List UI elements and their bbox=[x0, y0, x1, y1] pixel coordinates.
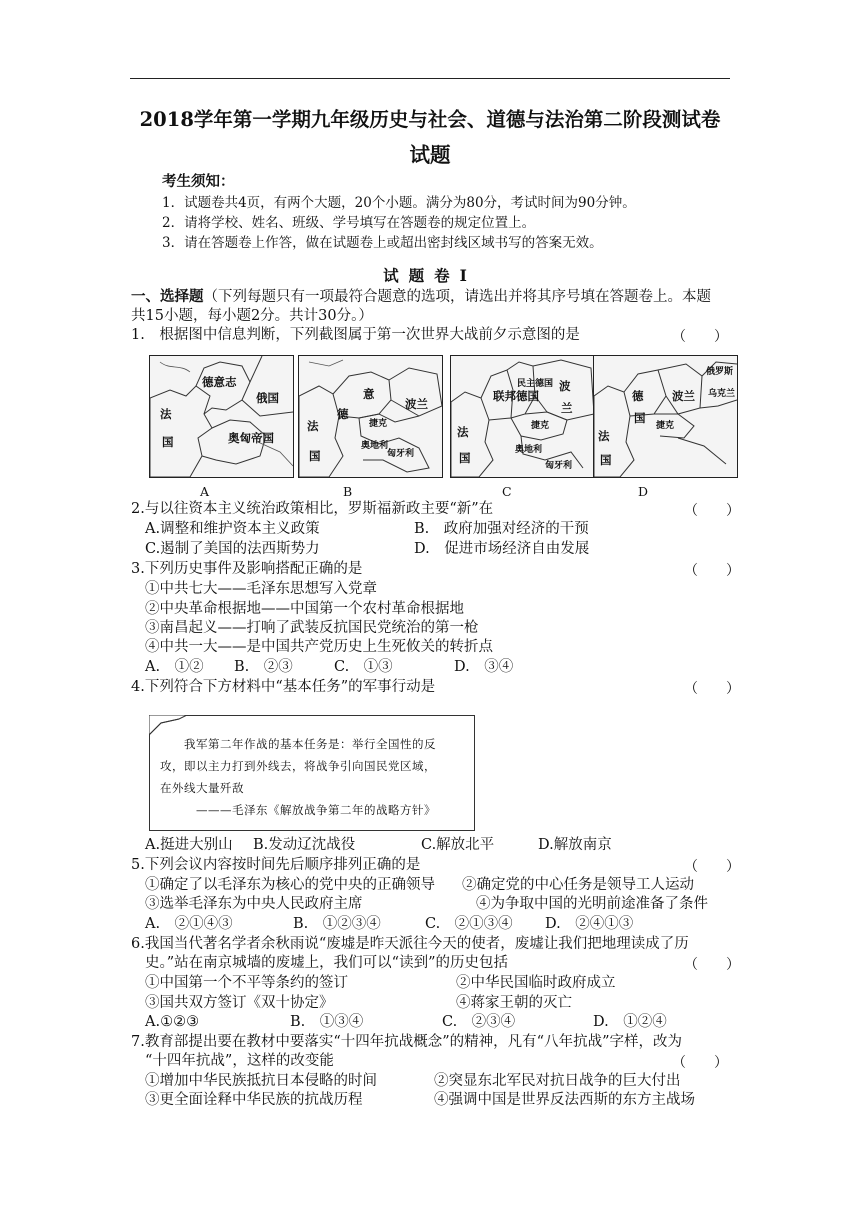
item: ④蒋家王朝的灭亡 bbox=[456, 995, 572, 1011]
option: C.遏制了美国的法西斯势力 bbox=[145, 541, 320, 557]
map-name: 奥匈帝国 bbox=[228, 431, 274, 445]
map-b bbox=[298, 355, 443, 478]
page-title: 2018学年第一学期九年级历史与社会、道德与法治第二阶段测试卷 bbox=[139, 108, 721, 131]
material-line: 攻，即以主力打到外线去，将战争引向国民党区域， bbox=[160, 759, 436, 773]
map-name: 奥地利 bbox=[361, 441, 389, 451]
map-label-a: A bbox=[200, 484, 210, 499]
option: B. 政府加强对经济的干预 bbox=[414, 521, 589, 537]
option: C. ①③ bbox=[334, 659, 393, 675]
question-7-stem: 7.教育部提出要在教材中要落实“十四年抗战概念”的精神，凡有“八年抗战”字样，改为 bbox=[131, 1034, 682, 1050]
map-name: 民主德国 bbox=[517, 379, 554, 389]
item: ②突显东北军民对抗日战争的巨大付出 bbox=[434, 1073, 681, 1089]
map-name: 俄国 bbox=[256, 391, 279, 405]
notice-heading: 考生须知： bbox=[162, 173, 235, 190]
answer-blank: （ ） bbox=[684, 563, 740, 579]
map-name: 国 bbox=[162, 435, 174, 449]
map-name: 奥地利 bbox=[515, 445, 543, 455]
map-name: 兰 bbox=[561, 401, 573, 415]
option: B. ②③ bbox=[234, 659, 293, 675]
question-1-stem: 1. 根据图中信息判断，下列截图属于第一次世界大战前夕示意图的是 bbox=[131, 327, 580, 343]
header-rule bbox=[130, 78, 730, 79]
answer-blank: （ ） bbox=[684, 681, 740, 697]
item: ③国共双方签订《双十协定》 bbox=[145, 995, 334, 1011]
question-6-stem-cont: 史。”站在南京城墙的废墟上，我们可以“读到”的历史包括 bbox=[145, 955, 508, 971]
map-name: 联邦德国 bbox=[493, 389, 539, 403]
map-name: 德 bbox=[632, 389, 644, 403]
item: ①确定了以毛泽东为核心的党中央的正确领导 bbox=[145, 877, 435, 893]
map-name: 波 bbox=[559, 379, 571, 393]
question-3-stem: 3.下列历史事件及影响搭配正确的是 bbox=[131, 561, 363, 577]
material-source: ———毛泽东《解放战争第二年的战略方针》 bbox=[196, 803, 436, 817]
map-name: 捷克 bbox=[531, 421, 550, 431]
map-name: 俄罗斯 bbox=[706, 367, 734, 377]
page-subtitle: 试题 bbox=[409, 143, 451, 167]
item: ④强调中国是世界反法西斯的东方主战场 bbox=[434, 1092, 695, 1108]
question-4-stem: 4.下列符合下方材料中“基本任务”的军事行动是 bbox=[131, 679, 436, 695]
section-instruction-cont: 共15小题，每小题2分。共计30分。） bbox=[131, 308, 373, 324]
item: ④为争取中国的光明前途准备了条件 bbox=[476, 896, 708, 912]
item: ③南昌起义——打响了武装反抗国民党统治的第一枪 bbox=[145, 620, 479, 636]
answer-blank: （ ） bbox=[684, 859, 740, 875]
map-a bbox=[149, 355, 294, 478]
answer-blank: （ ） bbox=[684, 503, 740, 519]
map-name: 国 bbox=[634, 411, 646, 425]
option: C. ②①③④ bbox=[425, 916, 513, 932]
question-2-stem: 2.与以往资本主义统治政策相比，罗斯福新政主要“新”在 bbox=[131, 501, 494, 517]
map-name: 法 bbox=[457, 425, 469, 439]
map-name: 意 bbox=[363, 387, 375, 401]
map-name: 匈牙利 bbox=[545, 461, 573, 471]
section-instruction bbox=[131, 287, 711, 307]
map-name: 法 bbox=[307, 419, 319, 433]
option: C. ②③④ bbox=[442, 1014, 516, 1030]
material-line: 我军第二年作战的基本任务是：举行全国性的反 bbox=[184, 737, 436, 751]
option: B. ①③④ bbox=[290, 1014, 364, 1030]
map-name: 匈牙利 bbox=[387, 449, 415, 459]
material-line: 在外线大量歼敌 bbox=[160, 781, 244, 795]
option: A.①②③ bbox=[145, 1014, 200, 1030]
map-name: 德 bbox=[337, 407, 349, 421]
map-label-d: D bbox=[638, 484, 649, 499]
question-5-stem: 5.下列会议内容按时间先后顺序排列正确的是 bbox=[131, 857, 421, 873]
option: C.解放北平 bbox=[421, 837, 495, 853]
map-name: 国 bbox=[459, 451, 471, 465]
map-label-b: B bbox=[343, 484, 353, 499]
map-name: 捷克 bbox=[656, 421, 675, 431]
notice-item: 1．试题卷共4页，有两个大题，20个小题。满分为80分，考试时间为90分钟。 bbox=[162, 195, 636, 211]
answer-blank: （ ） bbox=[684, 957, 740, 973]
item: ②中央革命根据地——中国第一个农村革命根据地 bbox=[145, 601, 464, 617]
item: ①增加中华民族抵抗日本侵略的时间 bbox=[145, 1073, 377, 1089]
map-c bbox=[450, 355, 595, 478]
option: D. 促进市场经济自由发展 bbox=[414, 541, 590, 557]
map-label-c: C bbox=[502, 484, 512, 499]
map-name: 波兰 bbox=[405, 397, 428, 411]
part-title: 试题卷Ⅰ bbox=[383, 266, 477, 285]
item: ②确定党的中心任务是领导工人运动 bbox=[462, 877, 694, 893]
map-name: 法 bbox=[598, 429, 610, 443]
item: ④中共一大——是中国共产党历史上生死攸关的转折点 bbox=[145, 639, 493, 655]
answer-blank: （ ） bbox=[672, 1055, 728, 1071]
map-name: 国 bbox=[600, 453, 612, 467]
option: A.调整和维护资本主义政策 bbox=[145, 521, 320, 537]
notice-item: 2．请将学校、姓名、班级、学号填写在答题卷的规定位置上。 bbox=[162, 215, 536, 231]
item: ③选举毛泽东为中央人民政府主席 bbox=[145, 896, 363, 912]
option: B. ①②③④ bbox=[293, 916, 381, 932]
item: ①中共七大——毛泽东思想写入党章 bbox=[145, 581, 377, 597]
item: ②中华民国临时政府成立 bbox=[456, 975, 616, 991]
option: A. ①② bbox=[145, 659, 204, 675]
map-name: 捷克 bbox=[369, 419, 388, 429]
page-fold-icon bbox=[149, 715, 189, 735]
option: A.挺进大别山 bbox=[145, 837, 233, 853]
map-name: 德意志 bbox=[202, 375, 237, 389]
option: D.解放南京 bbox=[538, 837, 612, 853]
section-instruction-text: （下列每题只有一项最符合题意的选项，请选出并将其序号填在答题卷上。本题 bbox=[203, 289, 711, 305]
map-d bbox=[593, 355, 738, 478]
option: A. ②①④③ bbox=[145, 916, 233, 932]
item: ③更全面诠释中华民族的抗战历程 bbox=[145, 1092, 363, 1108]
section-label: 一、选择题 bbox=[131, 288, 204, 305]
map-name: 法 bbox=[160, 407, 172, 421]
question-7-stem-cont: “十四年抗战”，这样的改变能 bbox=[145, 1053, 334, 1069]
map-name: 波兰 bbox=[672, 389, 695, 403]
map-name: 乌克兰 bbox=[708, 389, 736, 399]
option: D. ②④①③ bbox=[545, 916, 634, 932]
item: ①中国第一个不平等条约的签订 bbox=[145, 975, 348, 991]
question-6-stem: 6.我国当代著名学者余秋雨说“废墟是昨天派往今天的使者，废墟让我们把地理读成了历 bbox=[131, 936, 689, 952]
option: B.发动辽沈战役 bbox=[253, 837, 356, 853]
option: D. ①②④ bbox=[593, 1014, 667, 1030]
notice-item: 3．请在答题卷上作答，做在试题卷上或超出密封线区域书写的答案无效。 bbox=[162, 235, 603, 251]
option: D. ③④ bbox=[454, 659, 514, 675]
map-name: 国 bbox=[309, 449, 321, 463]
material-box bbox=[149, 715, 475, 831]
answer-blank: （ ） bbox=[672, 329, 728, 345]
